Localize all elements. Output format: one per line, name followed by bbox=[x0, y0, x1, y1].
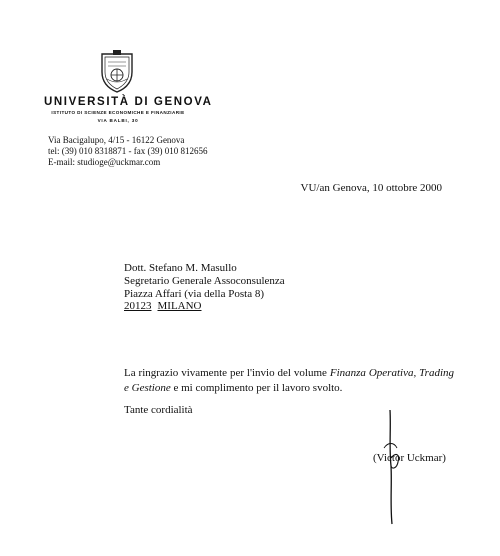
closing-line: Tante cordialità bbox=[124, 404, 193, 416]
recipient-name: Dott. Stefano M. Masullo bbox=[124, 262, 237, 274]
body-text-part2: e mi complimento per il lavoro svolto. bbox=[170, 381, 343, 394]
recipient-role: Segretario Generale Assoconsulenza bbox=[124, 274, 285, 287]
contact-email: E-mail: studioge@uckmar.com bbox=[48, 156, 161, 167]
institute-street: VIA BALBI, 30 bbox=[97, 118, 139, 123]
body-text-part1: La ringrazio vivamente per l'invio del volume bbox=[124, 367, 330, 379]
book-title: Finanza Operativa, Trading e Gestione bbox=[124, 367, 455, 394]
recipient-city-line bbox=[124, 300, 285, 313]
handwritten-signature bbox=[364, 408, 436, 526]
signatory-name: (Victor Uckmar) bbox=[373, 452, 446, 464]
recipient-street: Piazza Affari (via della Posta 8) bbox=[124, 287, 264, 300]
recipient-block bbox=[124, 262, 285, 313]
contact-phone-fax: tel: (39) 010 8318871 - fax (39) 010 812656 bbox=[48, 145, 208, 156]
recipient-postcode: 20123 bbox=[124, 300, 152, 313]
university-name: UNIVERSITÀ DI GENOVA bbox=[44, 96, 213, 108]
recipient-city: MILANO bbox=[157, 300, 202, 313]
letter-body bbox=[124, 366, 454, 395]
contact-block bbox=[48, 135, 207, 167]
date-line: VU/an Genova, 10 ottobre 2000 bbox=[300, 182, 442, 194]
university-crest-logo bbox=[94, 48, 140, 94]
contact-address: Via Bacigalupo, 4/15 - 16122 Genova bbox=[48, 135, 185, 145]
institute-name: ISTITUTO DI SCIENZE ECONOMICHE E FINANZIARIE bbox=[51, 110, 185, 115]
